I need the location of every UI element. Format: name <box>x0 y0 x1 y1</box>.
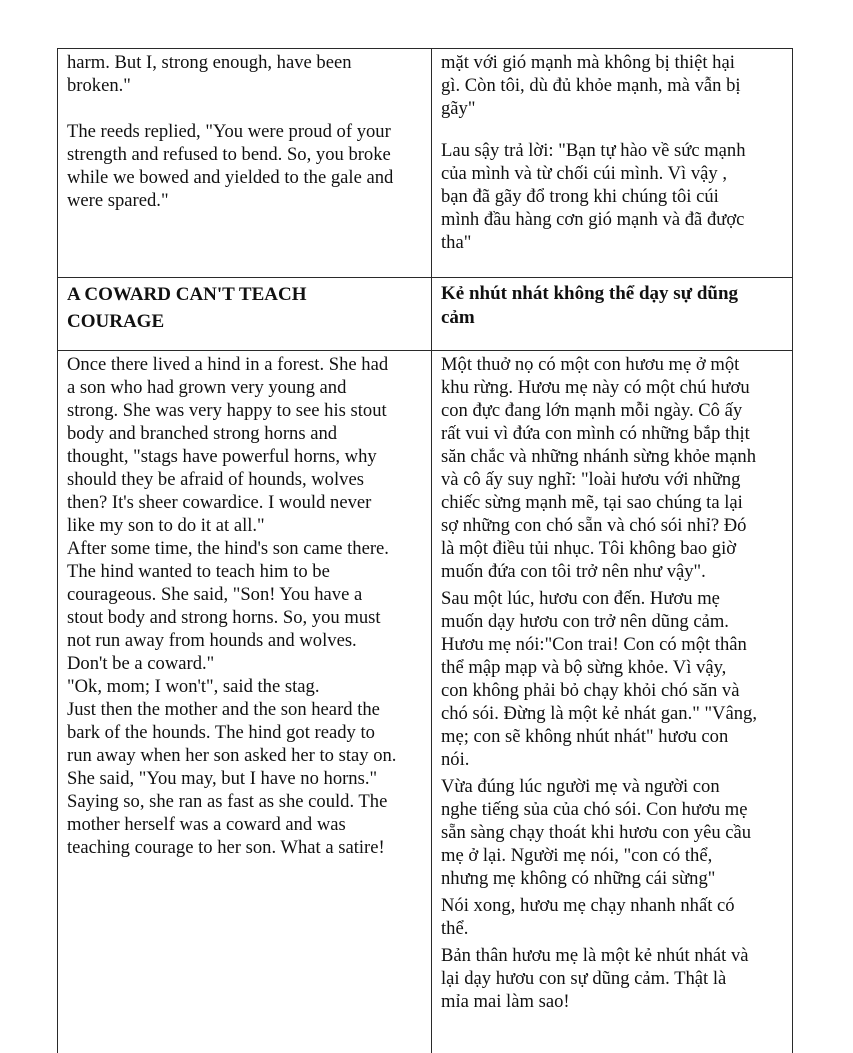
text-line: like my son to do it at all." <box>67 514 422 537</box>
text-line: mặt với gió mạnh mà không bị thiệt hại <box>441 51 783 74</box>
table-row-story-title <box>58 278 793 351</box>
text-line: while we bowed and yielded to the gale and <box>67 166 422 189</box>
text-line: săn chắc và những nhánh sừng khỏe mạnh <box>441 445 783 468</box>
text-line: were spared." <box>67 189 422 212</box>
english-paragraph <box>67 120 422 212</box>
text-line: nói. <box>441 748 783 771</box>
text-line: nghe tiếng sủa của chó sói. Con hươu mẹ <box>441 798 783 821</box>
text-line: sợ những con chó sẵn và chó sói nhỉ? Đó <box>441 514 783 537</box>
text-line: Don't be a coward." <box>67 652 422 675</box>
text-line: Sau một lúc, hươu con đến. Hươu mẹ <box>441 587 783 610</box>
text-line: Bản thân hươu mẹ là một kẻ nhút nhát và <box>441 944 783 967</box>
text-line: mình đầu hàng cơn gió mạnh và đã được <box>441 208 783 231</box>
vietnamese-story-text <box>441 353 783 1013</box>
vietnamese-title-cell <box>432 278 793 351</box>
text-line: gãy" <box>441 97 783 120</box>
text-line: courageous. She said, "Son! You have a <box>67 583 422 606</box>
text-line: Lau sậy trả lời: "Bạn tự hào về sức mạnh <box>441 139 783 162</box>
text-line: thể mập mạp và bộ sừng khỏe. Vì vậy, <box>441 656 783 679</box>
english-story-title <box>67 280 422 335</box>
vietnamese-paragraph <box>441 587 783 771</box>
text-line: body and branched strong horns and <box>67 422 422 445</box>
text-line: not run away from hounds and wolves. <box>67 629 422 652</box>
table-row-previous-story-ending <box>58 49 793 278</box>
text-line: Nói xong, hươu mẹ chạy nhanh nhất có <box>441 894 783 917</box>
text-line: strength and refused to bend. So, you broke <box>67 143 422 166</box>
text-line: gì. Còn tôi, dù đủ khỏe mạnh, mà vẫn bị <box>441 74 783 97</box>
text-line: chó sói. Đừng là một kẻ nhát gan." "Vâng, <box>441 702 783 725</box>
text-line: "Ok, mom; I won't", said the stag. <box>67 675 422 698</box>
text-line: broken." <box>67 74 422 97</box>
document-page <box>57 48 792 1053</box>
text-line: strong. She was very happy to see his stout <box>67 399 422 422</box>
vietnamese-paragraph <box>441 51 783 120</box>
text-line: bark of the hounds. The hind got ready to <box>67 721 422 744</box>
text-line: harm. But I, strong enough, have been <box>67 51 422 74</box>
text-line: The reeds replied, "You were proud of your <box>67 120 422 143</box>
vietnamese-paragraph <box>441 353 783 583</box>
text-line: con không phải bỏ chạy khỏi chó săn và <box>441 679 783 702</box>
text-line: của mình và từ chối cúi mình. Vì vậy , <box>441 162 783 185</box>
vietnamese-story-cell <box>432 351 793 1053</box>
text-line: tha" <box>441 231 783 254</box>
text-line: lại dạy hươu con sự dũng cảm. Thật là <box>441 967 783 990</box>
text-line: mỉa mai làm sao! <box>441 990 783 1013</box>
english-title-cell <box>58 278 432 351</box>
vietnamese-paragraph <box>441 894 783 940</box>
text-line: stout body and strong horns. So, you must <box>67 606 422 629</box>
text-line: Vừa đúng lúc người mẹ và người con <box>441 775 783 798</box>
table-row-story-body <box>58 351 793 1053</box>
title-line: COURAGE <box>67 308 422 335</box>
text-line: should they be afraid of hounds, wolves <box>67 468 422 491</box>
text-line: Một thuở nọ có một con hươu mẹ ở một <box>441 353 783 376</box>
text-line: khu rừng. Hươu mẹ này có một chú hươu <box>441 376 783 399</box>
text-line: Once there lived a hind in a forest. She had <box>67 353 422 376</box>
english-story-cell <box>58 351 432 1053</box>
vietnamese-paragraph <box>441 944 783 1013</box>
text-line: nhưng mẹ không có những cái sừng" <box>441 867 783 890</box>
text-line: là một điều tủi nhục. Tôi không bao giờ <box>441 537 783 560</box>
bilingual-story-table <box>57 48 793 1053</box>
title-line: cảm <box>441 306 783 330</box>
text-line: She said, "You may, but I have no horns." <box>67 767 422 790</box>
text-line: thể. <box>441 917 783 940</box>
text-line: bạn đã gãy đổ trong khi chúng tôi cúi <box>441 185 783 208</box>
text-line: mother herself was a coward and was <box>67 813 422 836</box>
text-line: muốn dạy hươu con trở nên dũng cảm. <box>441 610 783 633</box>
english-paragraph <box>67 51 422 97</box>
title-line: A COWARD CAN'T TEACH <box>67 281 422 308</box>
text-line: teaching courage to her son. What a satire! <box>67 836 422 859</box>
text-line: sẵn sàng chạy thoát khi hươu con yêu cầu <box>441 821 783 844</box>
text-line: run away when her son asked her to stay on. <box>67 744 422 767</box>
text-line: mẹ ở lại. Người mẹ nói, "con có thể, <box>441 844 783 867</box>
title-line: Kẻ nhút nhát không thể dạy sự dũng <box>441 282 783 306</box>
text-line: Saying so, she ran as fast as she could. The <box>67 790 422 813</box>
text-line: con đực đang lớn mạnh mỗi ngày. Cô ấy <box>441 399 783 422</box>
text-line: rất vui vì đứa con mình có những bắp thịt <box>441 422 783 445</box>
text-line: và cô ấy suy nghĩ: "loài hươu với những <box>441 468 783 491</box>
text-line: After some time, the hind's son came there. <box>67 537 422 560</box>
text-line: Just then the mother and the son heard the <box>67 698 422 721</box>
vietnamese-paragraph <box>441 139 783 254</box>
text-line: a son who had grown very young and <box>67 376 422 399</box>
english-story-text <box>67 353 422 859</box>
vietnamese-story-title <box>441 280 783 330</box>
text-line: then? It's sheer cowardice. I would never <box>67 491 422 514</box>
text-line: muốn đứa con tôi trở nên như vậy". <box>441 560 783 583</box>
text-line: Hươu mẹ nói:"Con trai! Con có một thân <box>441 633 783 656</box>
vietnamese-paragraph <box>441 775 783 890</box>
text-line: chiếc sừng mạnh mẽ, tại sao chúng ta lại <box>441 491 783 514</box>
text-line: The hind wanted to teach him to be <box>67 560 422 583</box>
text-line: thought, "stags have powerful horns, why <box>67 445 422 468</box>
english-cell <box>58 49 432 278</box>
text-line: mẹ; con sẽ không nhút nhát" hươu con <box>441 725 783 748</box>
vietnamese-cell <box>432 49 793 278</box>
